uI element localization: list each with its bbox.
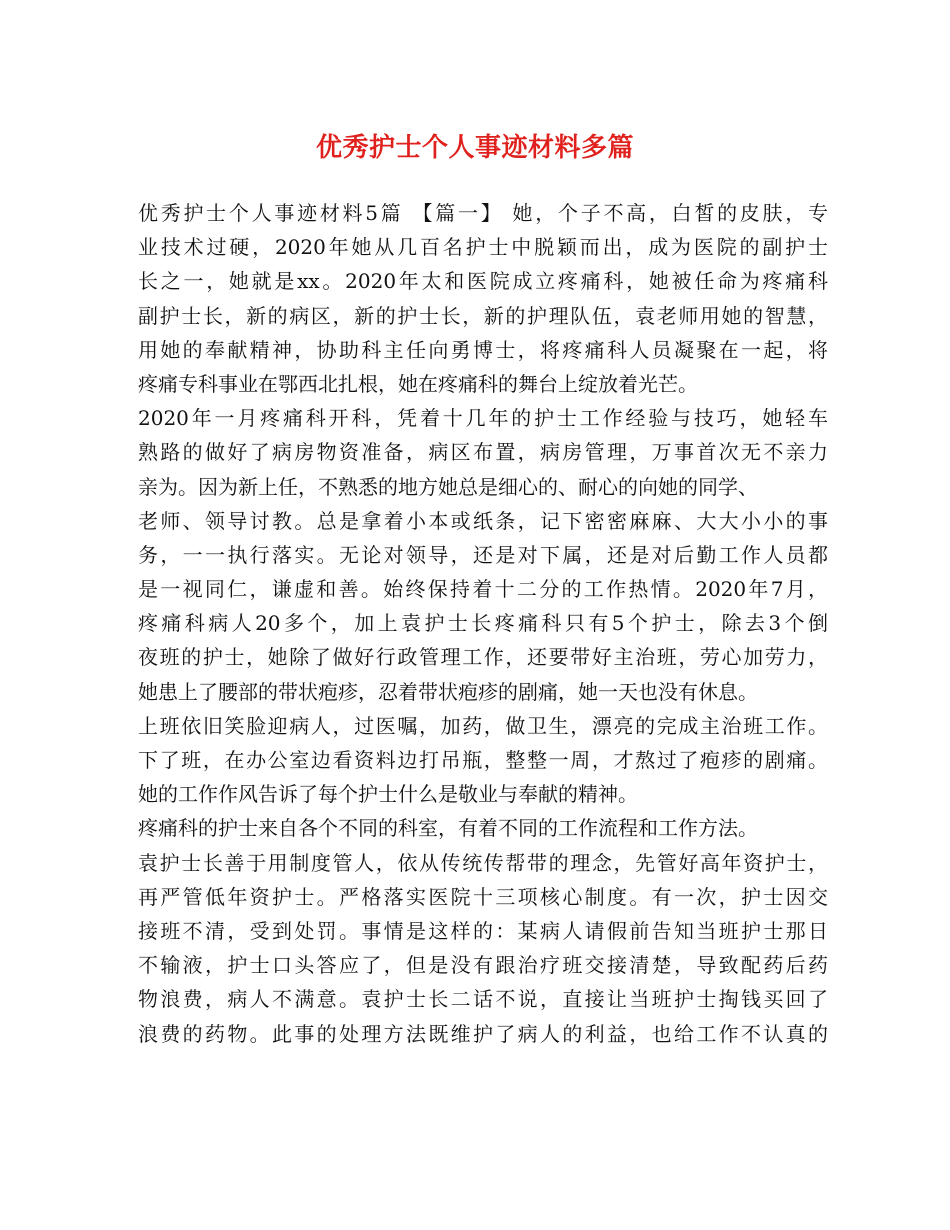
body-text-line: 不输液，护士口头答应了，但是没有跟治疗班交接清楚，导致配药后药	[138, 953, 828, 978]
body-text-line: 疼痛专科事业在鄂西北扎根，她在疼痛科的舞台上绽放着光芒。	[138, 371, 698, 396]
body-text-line: 业技术过硬，2020年她从几百名护士中脱颖而出，成为医院的副护士	[138, 235, 828, 260]
body-text-line: 接班不清，受到处罚。事情是这样的：某病人请假前告知当班护士那日	[138, 918, 828, 943]
body-text-line: 2020年一月疼痛科开科，凭着十几年的护士工作经验与技巧，她轻车	[138, 406, 828, 431]
body-text-line: 下了班，在办公室边看资料边打吊瓶，整整一周，才熬过了疱疹的剧痛。	[138, 748, 828, 772]
body-text-line: 疼痛科的护士来自各个不同的科室，有着不同的工作流程和工作方法。	[138, 816, 758, 841]
body-text-line: 优秀护士个人事迹材料5篇 【篇一】 她，个子不高，白皙的皮肤，专	[138, 201, 828, 225]
body-text-line: 浪费的药物。此事的处理方法既维护了病人的利益，也给工作不认真的	[138, 1021, 828, 1046]
body-text-line: 用她的奉献精神，协助科主任向勇博士，将疼痛科人员凝聚在一起，将	[138, 337, 828, 362]
document-body	[138, 196, 828, 1051]
body-text-line: 物浪费，病人不满意。袁护士长二话不说，直接让当班护士掏钱买回了	[138, 987, 828, 1012]
body-text-line: 熟路的做好了病房物资准备，病区布置，病房管理，万事首次无不亲力	[138, 440, 828, 465]
body-text-line: 袁护士长善于用制度管人，依从传统传帮带的理念，先管好高年资护士，	[138, 850, 828, 875]
body-text-line: 老师、领导讨教。总是拿着小本或纸条，记下密密麻麻、大大小小的事	[138, 508, 828, 533]
body-text-line: 再严管低年资护士。严格落实医院十三项核心制度。有一次，护士因交	[138, 884, 828, 909]
body-text-line: 她的工作作风告诉了每个护士什么是敬业与奉献的精神。	[138, 782, 638, 807]
body-text-line: 务，一一执行落实。无论对领导，还是对下属，还是对后勤工作人员都	[138, 542, 828, 567]
body-text-line: 副护士长，新的病区，新的护士长，新的护理队伍，袁老师用她的智慧，	[138, 303, 828, 328]
body-text-line: 长之一，她就是xx。2020年太和医院成立疼痛科，她被任命为疼痛科	[138, 269, 828, 294]
body-text-line: 亲为。因为新上任，不熟悉的地方她总是细心的、耐心的向她的同学、	[138, 474, 758, 499]
body-text-line: 是一视同仁，谦虚和善。始终保持着十二分的工作热情。2020年7月，	[138, 577, 828, 602]
document-title: 优秀护士个人事迹材料多篇	[315, 133, 634, 163]
body-text-line: 疼痛科病人20多个，加上袁护士长疼痛科只有5个护士，除去3个倒	[138, 611, 828, 636]
body-text-line: 上班依旧笑脸迎病人，过医嘱，加药，做卫生，漂亮的完成主治班工作。	[138, 713, 828, 738]
body-text-line: 夜班的护士，她除了做好行政管理工作，还要带好主治班，劳心加劳力，	[138, 645, 828, 670]
body-text-line: 她患上了腰部的带状疱疹，忍着带状疱疹的剧痛，她一天也没有休息。	[138, 679, 758, 704]
